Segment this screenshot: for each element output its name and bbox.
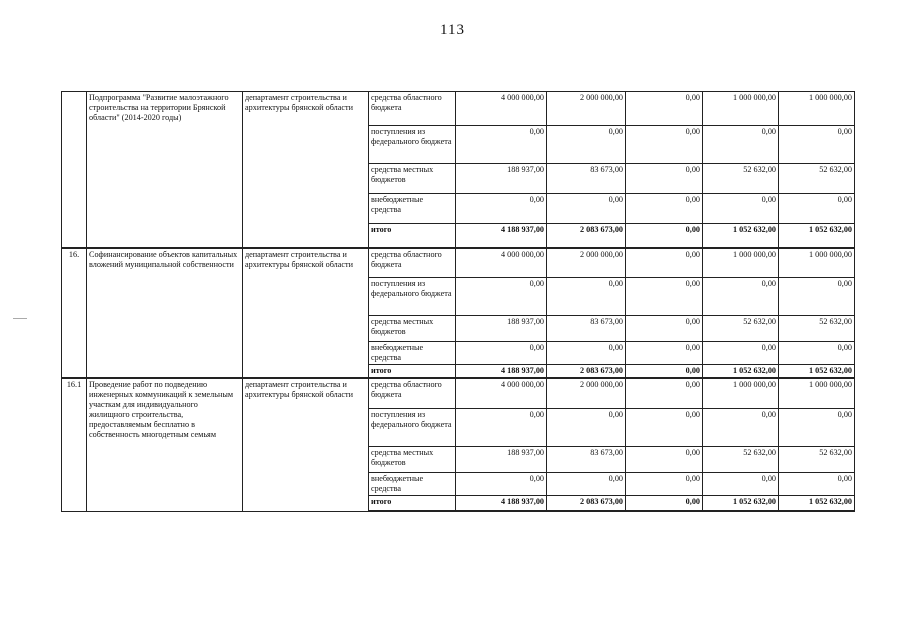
funding-source-cell: внебюджетные средства — [369, 472, 456, 495]
amount-cell-3: 0,00 — [626, 164, 703, 194]
total-value-5: 1 052 632,00 — [779, 495, 855, 511]
table-row — [62, 378, 855, 408]
total-label-cell: итого — [369, 224, 456, 248]
amount-cell-1: 0,00 — [456, 126, 547, 164]
budget-table — [61, 91, 855, 512]
funding-source-cell: поступления из федерального бюджета — [369, 278, 456, 316]
amount-cell-1: 4 000 000,00 — [456, 248, 547, 278]
amount-cell-4: 52 632,00 — [703, 164, 779, 194]
amount-cell-4: 52 632,00 — [703, 316, 779, 342]
amount-cell-3: 0,00 — [626, 446, 703, 472]
amount-cell-3: 0,00 — [626, 278, 703, 316]
table-row — [62, 92, 855, 126]
amount-cell-5: 0,00 — [779, 472, 855, 495]
funding-source-cell: поступления из федерального бюджета — [369, 126, 456, 164]
amount-cell-5: 52 632,00 — [779, 164, 855, 194]
amount-cell-4: 1 000 000,00 — [703, 378, 779, 408]
funding-source-cell: средства областного бюджета — [369, 248, 456, 278]
funding-source-cell: внебюджетные средства — [369, 194, 456, 224]
section-number-cell: 16.1 — [62, 378, 87, 511]
amount-cell-5: 0,00 — [779, 194, 855, 224]
total-value-2: 2 083 673,00 — [547, 224, 626, 248]
amount-cell-3: 0,00 — [626, 92, 703, 126]
funding-source-cell: средства местных бюджетов — [369, 446, 456, 472]
amount-cell-4: 0,00 — [703, 278, 779, 316]
amount-cell-5: 1 000 000,00 — [779, 248, 855, 278]
amount-cell-4: 0,00 — [703, 472, 779, 495]
amount-cell-5: 0,00 — [779, 126, 855, 164]
total-value-1: 4 188 937,00 — [456, 224, 547, 248]
total-label-cell: итого — [369, 365, 456, 379]
total-value-4: 1 052 632,00 — [703, 365, 779, 379]
amount-cell-1: 188 937,00 — [456, 316, 547, 342]
amount-cell-1: 0,00 — [456, 472, 547, 495]
amount-cell-3: 0,00 — [626, 472, 703, 495]
table-row — [62, 248, 855, 278]
amount-cell-5: 52 632,00 — [779, 316, 855, 342]
amount-cell-1: 188 937,00 — [456, 164, 547, 194]
total-value-2: 2 083 673,00 — [547, 495, 626, 511]
amount-cell-2: 0,00 — [547, 194, 626, 224]
amount-cell-5: 0,00 — [779, 342, 855, 365]
total-value-3: 0,00 — [626, 495, 703, 511]
amount-cell-3: 0,00 — [626, 378, 703, 408]
amount-cell-4: 0,00 — [703, 194, 779, 224]
amount-cell-2: 2 000 000,00 — [547, 92, 626, 126]
total-value-4: 1 052 632,00 — [703, 224, 779, 248]
total-value-5: 1 052 632,00 — [779, 365, 855, 379]
amount-cell-3: 0,00 — [626, 408, 703, 446]
funding-source-cell: средства местных бюджетов — [369, 316, 456, 342]
amount-cell-2: 2 000 000,00 — [547, 248, 626, 278]
funding-source-cell: внебюджетные средства — [369, 342, 456, 365]
funding-source-cell: средства областного бюджета — [369, 92, 456, 126]
amount-cell-5: 0,00 — [779, 408, 855, 446]
amount-cell-4: 1 000 000,00 — [703, 248, 779, 278]
amount-cell-3: 0,00 — [626, 316, 703, 342]
amount-cell-3: 0,00 — [626, 194, 703, 224]
responsible-executor-cell: департамент строительства и архитектуры брянской области — [243, 248, 369, 379]
amount-cell-4: 52 632,00 — [703, 446, 779, 472]
amount-cell-2: 0,00 — [547, 472, 626, 495]
amount-cell-5: 1 000 000,00 — [779, 92, 855, 126]
amount-cell-3: 0,00 — [626, 342, 703, 365]
funding-source-cell: поступления из федерального бюджета — [369, 408, 456, 446]
total-value-5: 1 052 632,00 — [779, 224, 855, 248]
amount-cell-2: 0,00 — [547, 126, 626, 164]
amount-cell-2: 0,00 — [547, 342, 626, 365]
funding-source-cell: средства местных бюджетов — [369, 164, 456, 194]
responsible-executor-cell: департамент строительства и архитектуры брянской области — [243, 378, 369, 511]
total-value-3: 0,00 — [626, 365, 703, 379]
amount-cell-3: 0,00 — [626, 248, 703, 278]
amount-cell-1: 0,00 — [456, 408, 547, 446]
section-number-cell — [62, 92, 87, 248]
amount-cell-3: 0,00 — [626, 126, 703, 164]
amount-cell-1: 0,00 — [456, 342, 547, 365]
budget-table-body — [62, 92, 855, 512]
amount-cell-5: 52 632,00 — [779, 446, 855, 472]
amount-cell-4: 1 000 000,00 — [703, 92, 779, 126]
section-number-cell: 16. — [62, 248, 87, 379]
amount-cell-2: 0,00 — [547, 278, 626, 316]
amount-cell-2: 2 000 000,00 — [547, 378, 626, 408]
page-number: 113 — [440, 22, 465, 38]
amount-cell-1: 0,00 — [456, 194, 547, 224]
amount-cell-5: 0,00 — [779, 278, 855, 316]
amount-cell-4: 0,00 — [703, 342, 779, 365]
total-label-cell: итого — [369, 495, 456, 511]
amount-cell-1: 4 000 000,00 — [456, 92, 547, 126]
total-value-3: 0,00 — [626, 224, 703, 248]
amount-cell-4: 0,00 — [703, 126, 779, 164]
amount-cell-5: 1 000 000,00 — [779, 378, 855, 408]
amount-cell-2: 83 673,00 — [547, 164, 626, 194]
measure-name-cell: Проведение работ по подведению инженерных коммуникаций к земельным участкам для индивидуального жилищного строительства, предоставляемым бесплатно в собственность многодетным семьям — [87, 378, 243, 511]
responsible-executor-cell: департамент строительства и архитектуры брянской области — [243, 92, 369, 248]
amount-cell-1: 0,00 — [456, 278, 547, 316]
measure-name-cell: Софинансирование объектов капитальных вложений муниципальной собственности — [87, 248, 243, 379]
total-value-2: 2 083 673,00 — [547, 365, 626, 379]
margin-mark — [13, 318, 27, 319]
total-value-1: 4 188 937,00 — [456, 495, 547, 511]
measure-name-cell: Подпрограмма "Развитие малоэтажного строительства на территории Брянской области" (2014-2020 годы) — [87, 92, 243, 248]
amount-cell-1: 4 000 000,00 — [456, 378, 547, 408]
amount-cell-2: 83 673,00 — [547, 316, 626, 342]
amount-cell-2: 83 673,00 — [547, 446, 626, 472]
funding-source-cell: средства областного бюджета — [369, 378, 456, 408]
amount-cell-1: 188 937,00 — [456, 446, 547, 472]
amount-cell-2: 0,00 — [547, 408, 626, 446]
amount-cell-4: 0,00 — [703, 408, 779, 446]
total-value-1: 4 188 937,00 — [456, 365, 547, 379]
total-value-4: 1 052 632,00 — [703, 495, 779, 511]
